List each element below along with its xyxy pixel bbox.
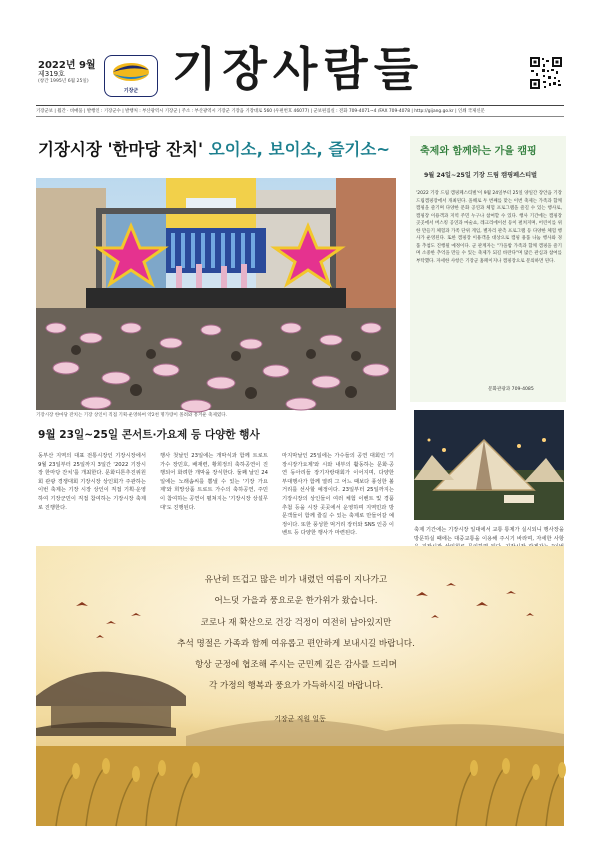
greeting-line: 추석 명절은 가족과 함께 여유롭고 편안하게 보내시길 바랍니다. xyxy=(177,638,415,649)
greeting-line: 각 가정의 행복과 풍요가 가득하시길 바랍니다. xyxy=(208,681,384,692)
greeting-message xyxy=(96,570,496,698)
camping-subtitle: 9월 24일~25일 기장 드림 캠핑페스티벌 xyxy=(424,172,538,179)
article-column-3: 마지막날인 25일에는 가수들의 공연 대회인 '기장시장가요제'와 시와 내부의 활동하는 문화·공연 동아리들 장기자랑대회가 이어지며, 다양한 부대행사가 함께 열려 그 어느 때보다 풍성한 볼거리를 선사할 예정이다. 23일부터 25일까지는 기장시장의 상인들이 여러 체험 이벤트 및 경품 추첨 등을 시장 곳곳에서 운영하며 지역민과 방문객들이 함께 즐길 수 있는 축제로 만들어갈 예정이다. 또한 풍성한 먹거리 장터와 SNS 인증 이벤트 등 다양한 행사가 마련된다. xyxy=(282,453,394,537)
newspaper-title: 기장사람들 xyxy=(172,42,425,96)
greeting-line: 유난히 뜨겁고 많은 비가 내렸던 여름이 지나가고 xyxy=(204,575,388,585)
market-concert-photo xyxy=(36,178,396,410)
headline-text: 기장시장 '한마당 잔치' xyxy=(38,140,204,159)
qr-code-icon[interactable] xyxy=(529,56,563,90)
camping-title: 축제와 함께하는 가을 캠핑 xyxy=(420,146,537,157)
article-column-2: 행사 첫날인 23일에는 개막식과 함께 트로트 가수 장민호, 배재련, 황희정의 축하공연이 진행되어 화려한 개막을 장식한다. 둘째 날인 24일에는 노래솜씨를 뽐낼 수 있는 '기장 가요제'와 희망상품 트로트 가수의 축하공연, 주민이 참여하는 공연이 펼쳐지는 '기장시장 상설무대'도 진행된다. xyxy=(160,453,268,511)
photo-caption: 기장시장 한마당 잔치는 기장 상인이 직접 기획·운영하여 약2천 명가량이 몰려와 흥겨운 축제였다. xyxy=(36,413,227,418)
issue-registration: (창간 1995년 6월 25일) xyxy=(38,79,89,84)
logo-text: 기장군 xyxy=(123,88,139,94)
headline-slogan: 오이소, 보이소, 즐기소~ xyxy=(208,140,391,159)
issue-number: 제319호 xyxy=(38,70,65,78)
article-subhead: 9월 23일~25일 콘서트·가요제 등 다양한 행사 xyxy=(38,429,260,441)
gijang-logo xyxy=(104,55,158,97)
greeting-signature: 기장군 직원 일동 xyxy=(274,715,326,723)
greeting-line: 코로나 재 확산으로 건강 걱정이 여전히 남아있지만 xyxy=(200,617,392,628)
greeting-line: 어느덧 가을과 풍요로운 한가위가 왔습니다. xyxy=(214,596,378,607)
camping-body: '2022 기장 드림 캠핑페스티벌'이 9월 24일부터 25일 양일간 장안읍 기장드림캠핑장에서 개최된다. 올해로 두 번째를 맞는 이번 축제는 가족과 함께 캠핑을 즐기며 다양한 문화 공연과 체험 프로그램을 즐길 수 있는 행사로, 캠핑장 이용객과 지역 주민 누구나 참여할 수 있다. 행사 기간에는 캠핑장 곳곳에서 버스킹 공연과 마술쇼, 레크리에이션 등이 펼쳐지며, 어린이를 위한 만들기 체험과 가족 단위 게임, 별자리 관측 프로그램 등 다양한 체험 행사가 운영된다. 또한 캠핑장 이용객을 대상으로 캠핑 용품 나눔 행사와 경품 추첨도 진행될 예정이다. 군 관계자는 "가을밤 가족과 함께 캠핑을 즐기며 소중한 추억을 만들 수 있는 축제가 되길 바란다"며 많은 관심과 참여를 부탁했다. 자세한 사항은 기장군 홈페이지나 캠핑장으로 문의하면 된다. xyxy=(416,191,562,264)
article-column-4: 축제 기간에는 기장시장 일대에서 교통 통제가 실시되니 행사장을 방문하실 때에는 대중교통을 이용해 주시기 바라며, 자세한 사항 xyxy=(414,527,564,542)
publication-info-bar: 기장군보 | 월간 · 비매품 | 발행인 : 기장군수 | 발행처 : 부산광역시 기장군 | 주소 : 부산광역시 기장군 기장읍 기장대로 560 (우편번호 46077) | 군보편집실 : 전화 709-4071~4 /FAX 709-4078 | http://gijang.go.kr | 인쇄 국제신문 xyxy=(36,105,564,117)
article-headline xyxy=(38,136,390,160)
greeting-line: 항상 군정에 협조해 주시는 군민께 깊은 감사를 드리며 xyxy=(195,660,397,671)
article-column-1: 동부산 지역의 대표 전통시장인 기장시장에서 9월 23일부터 25일까지 3일간 '2022 기장시장 한마당 잔치'를 개최한다. 문화디톤추진위원회 관광 경쟁대회 기장시장 상인회가 주관하는 이번 축제는 기장 시장 상인이 직접 기획·운영하여 기장군민이 직접 참여하는 기장시장 축제로 진행한다. xyxy=(38,453,146,511)
camping-photo xyxy=(414,410,564,520)
issue-date: 2022년 9월 xyxy=(38,60,96,71)
camping-credit: 문화관광과 709-4085 xyxy=(488,387,534,392)
